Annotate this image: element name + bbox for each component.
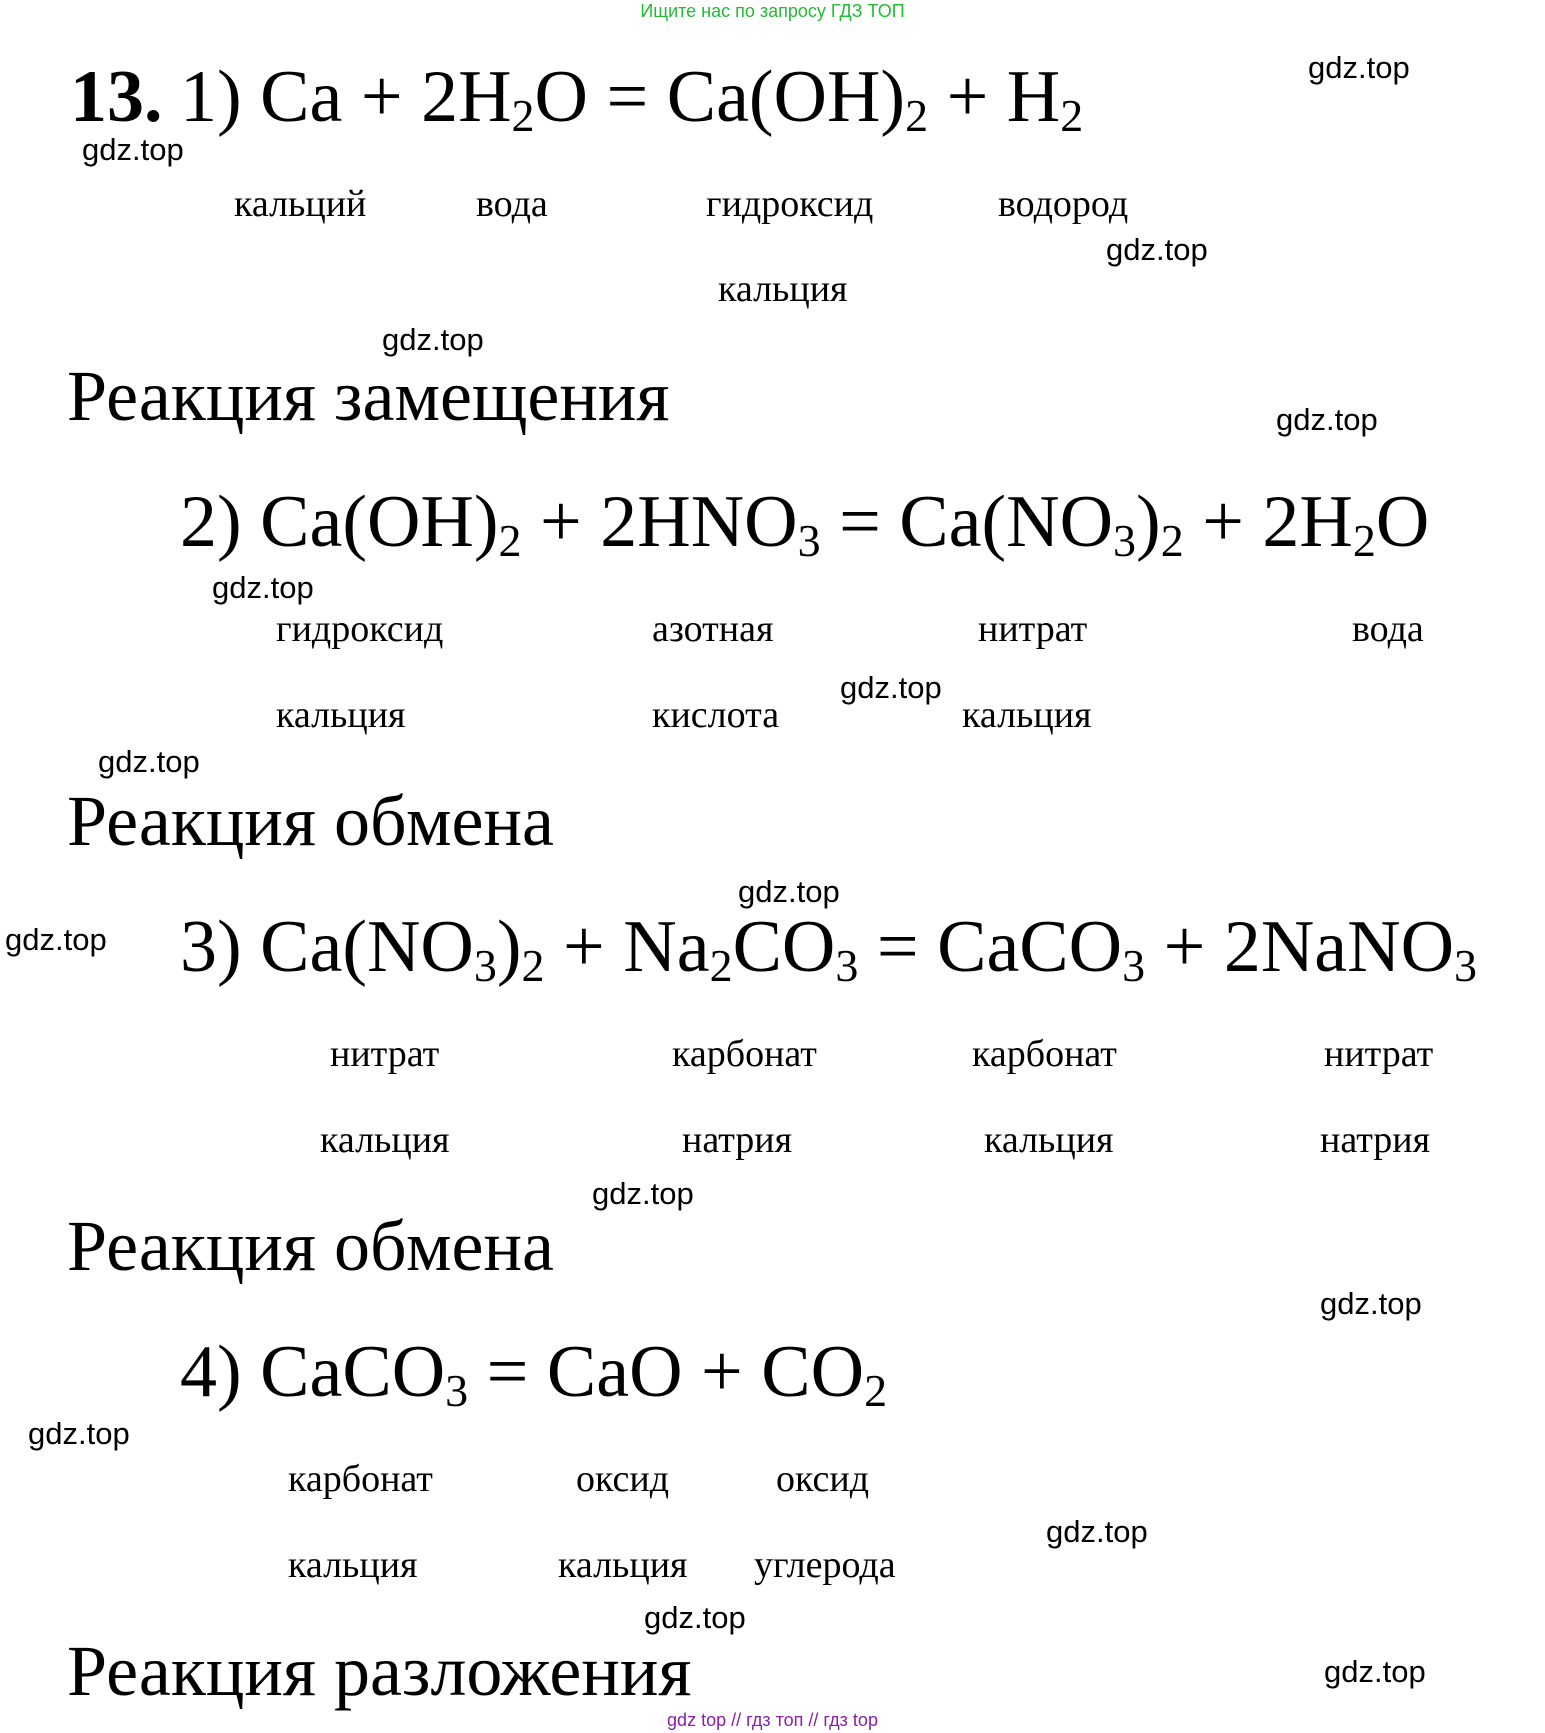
- watermark: gdz.top: [840, 670, 942, 705]
- label-r3-nitrate: нитрат: [330, 1033, 440, 1075]
- label-r2-water: вода: [1352, 608, 1424, 650]
- label-r2-of-calcium-2: кальция: [962, 694, 1092, 736]
- top-banner: Ищите нас по запросу ГДЗ ТОП: [640, 1, 905, 21]
- label-r2-nitric: азотная: [652, 608, 774, 650]
- label-r3-carbonate-2: карбонат: [972, 1033, 1117, 1075]
- watermark: gdz.top: [382, 322, 484, 357]
- equation-2: 2) $Ca(OH)_2 + 2HNO_3 = Ca(NO_3)_2 + 2H_2O$: [180, 481, 1430, 566]
- label-r1-hydroxide: гидроксид: [706, 183, 874, 225]
- watermark: gdz.top: [1276, 402, 1378, 437]
- reaction-type-4: Реакция разложения: [67, 1631, 692, 1711]
- watermark: gdz.top: [5, 922, 107, 957]
- watermark: gdz.top: [738, 874, 840, 909]
- footer-watermark: gdz top // гдз топ // гдз top: [667, 1710, 878, 1730]
- label-r2-acid: кислота: [652, 694, 780, 736]
- watermark: gdz.top: [1046, 1514, 1148, 1549]
- label-r1-calcium: кальций: [234, 183, 367, 225]
- watermark: gdz.top: [28, 1416, 130, 1451]
- label-r4-oxide: оксид: [576, 1458, 670, 1500]
- reaction-type-2: Реакция обмена: [67, 781, 554, 861]
- label-r4-of-carbon: углерода: [754, 1544, 896, 1586]
- label-r4-carbonate: карбонат: [288, 1458, 433, 1500]
- label-r3-of-sodium: натрия: [682, 1119, 793, 1161]
- label-r1-water: вода: [476, 183, 548, 225]
- label-r4-of-calcium-2: кальция: [558, 1544, 688, 1586]
- label-r2-nitrate: нитрат: [978, 608, 1088, 650]
- watermark: gdz.top: [1106, 232, 1208, 267]
- equation-3: 3) $Ca(NO_3)_2 + Na_2CO_3$ = CaCO$_3$ + 2NaNO$_3$: [180, 906, 1478, 991]
- problem-number: 13.: [70, 56, 163, 138]
- label-r3-of-calcium: кальция: [320, 1119, 450, 1161]
- equation-1: 1) $Ca + 2H_2O = Ca(OH)_2 + H_2$: [180, 56, 1084, 141]
- watermark: gdz.top: [1308, 50, 1410, 85]
- watermark: gdz.top: [212, 570, 314, 605]
- label-r1-of-calcium: кальция: [718, 268, 848, 310]
- watermark: gdz.top: [1320, 1286, 1422, 1321]
- label-r2-of-calcium: кальция: [276, 694, 406, 736]
- watermark: gdz.top: [1324, 1654, 1426, 1689]
- watermark: gdz.top: [592, 1176, 694, 1211]
- label-r1-hydrogen: водород: [998, 183, 1129, 225]
- label-r4-oxide-2: оксид: [776, 1458, 870, 1500]
- watermark: gdz.top: [82, 132, 184, 167]
- label-r4-of-calcium: кальция: [288, 1544, 418, 1586]
- label-r3-of-sodium-2: натрия: [1320, 1119, 1431, 1161]
- label-r3-nitrate-2: нитрат: [1324, 1033, 1434, 1075]
- label-r3-of-calcium-2: кальция: [984, 1119, 1114, 1161]
- reaction-type-1: Реакция замещения: [67, 356, 670, 436]
- label-r3-carbonate: карбонат: [672, 1033, 817, 1075]
- watermark: gdz.top: [98, 744, 200, 779]
- reaction-type-3: Реакция обмена: [67, 1206, 554, 1286]
- equation-4: 4) CaCO$_3$ = CaO + $CO_2$: [180, 1331, 888, 1416]
- watermark: gdz.top: [644, 1600, 746, 1635]
- label-r2-hydroxide: гидроксид: [276, 608, 444, 650]
